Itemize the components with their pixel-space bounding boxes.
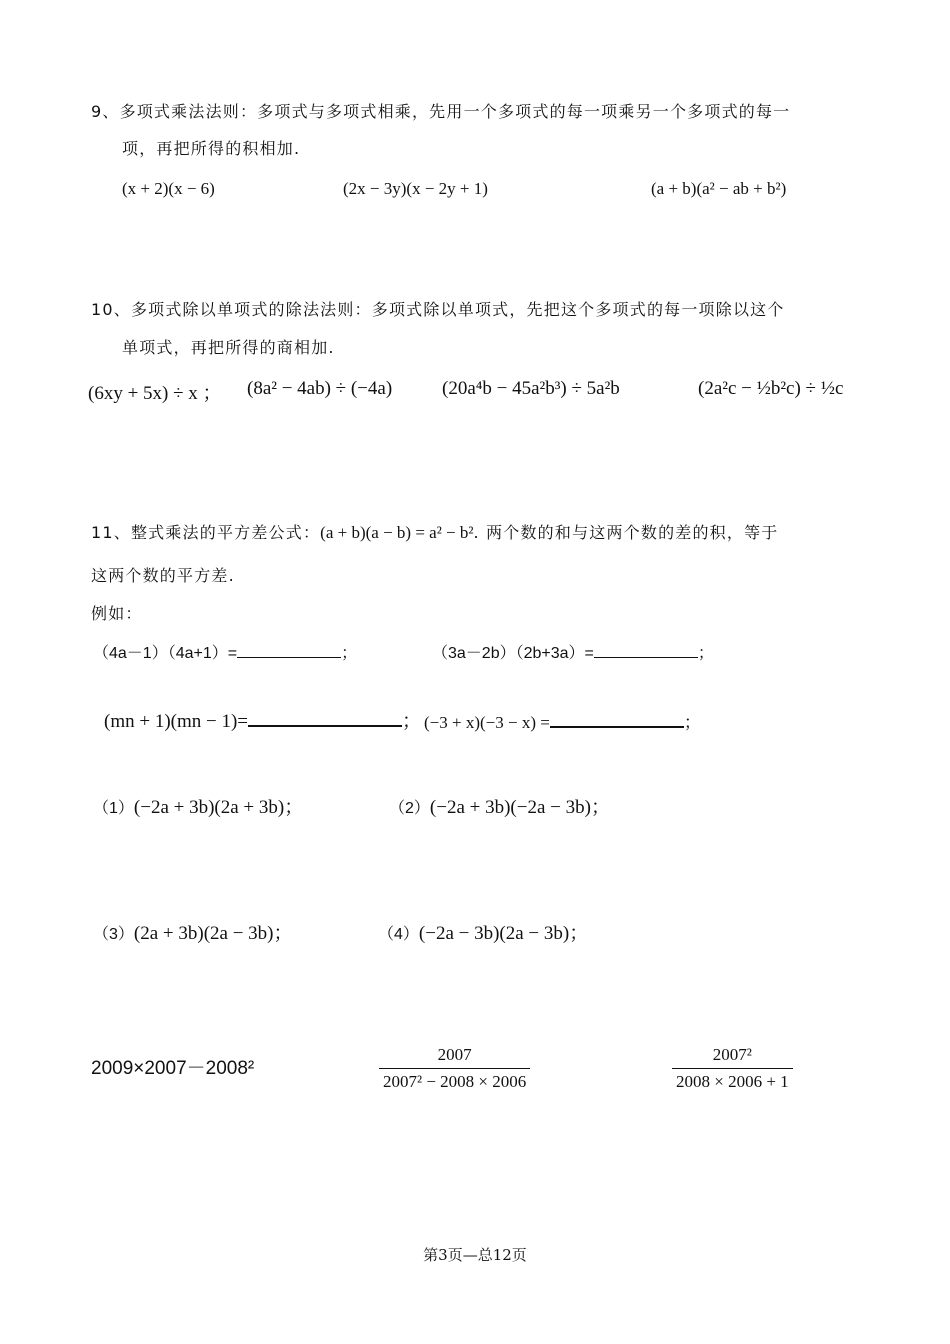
q10-exercise-3: (20a⁴b − 45a²b³) ÷ 5a²b xyxy=(442,378,620,399)
q11-calc-2-denominator: 2007² − 2008 × 2006 xyxy=(383,1072,527,1091)
q11-item-3 xyxy=(93,918,293,945)
q11-item-1 xyxy=(93,792,303,819)
q11-blank-row-1a xyxy=(93,640,357,663)
q11-blank-1-answer[interactable] xyxy=(237,643,341,658)
q11-blank-row-2b xyxy=(424,708,701,733)
semicolon: ； xyxy=(697,645,714,662)
q11-blank-3-expr: (mn + 1)(mn − 1)= xyxy=(104,711,249,732)
q9-exercise-2: (2x − 3y)(x − 2y + 1) xyxy=(343,179,488,198)
q11-calc-3-denominator: 2008 × 2006 + 1 xyxy=(676,1072,789,1091)
q11-rule-suffix: . 两个数的和与这两个数的差的积，等于 xyxy=(473,523,779,542)
semicolon: ； xyxy=(683,713,701,732)
q11-item-3-expr: (2a + 3b)(2a − 3b)； xyxy=(133,923,293,944)
q11-calc-2-fraction xyxy=(379,1045,530,1092)
q11-item-1-label: （1） xyxy=(93,800,134,817)
q11-blank-1-expr: （4a－1）（4a+1）= xyxy=(93,645,238,662)
q9-exercise-3: (a + b)(a² − ab + b²) xyxy=(651,179,787,198)
q11-calc-3-numerator: 2007² xyxy=(712,1045,752,1064)
q11-item-1-expr: (−2a + 3b)(2a + 3b)； xyxy=(133,797,304,818)
q11-blank-2-answer[interactable] xyxy=(594,643,698,658)
q11-calc-3 xyxy=(672,1045,793,1092)
q11-calc-2-numerator: 2007 xyxy=(437,1045,472,1064)
q10-rule-line2: 单项式，再把所得的商相加. xyxy=(122,338,335,357)
q11-item-2 xyxy=(389,792,610,819)
q11-item-4-expr: (−2a − 3b)(2a − 3b)； xyxy=(418,923,589,944)
q11-rule-prefix: 11、整式乘法的平方差公式： xyxy=(91,523,321,542)
q9-exercise-1: (x + 2)(x − 6) xyxy=(122,179,215,198)
q9-rule-line1: 9、多项式乘法法则：多项式与多项式相乘，先用一个多项式的每一项乘另一个多项式的每一 xyxy=(91,102,791,121)
q9-rule-line2: 项，再把所得的积相加. xyxy=(122,139,301,158)
q11-item-2-label: （2） xyxy=(389,800,430,817)
q11-rule-line2: 这两个数的平方差. xyxy=(91,566,235,585)
q10-exercise-2: (8a² − 4ab) ÷ (−4a) xyxy=(247,378,393,399)
q11-calc-3-fraction xyxy=(672,1045,793,1092)
q11-calc-1: 2009×2007－2008² xyxy=(91,1058,255,1079)
q11-blank-4-expr: (−3 + x)(−3 − x) = xyxy=(424,713,550,732)
q11-item-3-label: （3） xyxy=(93,926,134,943)
q11-calc-2 xyxy=(379,1045,530,1092)
q11-item-2-expr: (−2a + 3b)(−2a − 3b)； xyxy=(429,797,610,818)
page-footer: 第3页—总12页 xyxy=(423,1246,527,1264)
semicolon: ； xyxy=(402,711,422,732)
q11-formula: (a + b)(a − b) = a² − b² xyxy=(320,523,474,542)
q11-blank-row-2a xyxy=(104,706,421,733)
q11-blank-2-expr: （3a－2b）（2b+3a）= xyxy=(432,645,594,662)
q11-blank-3-answer[interactable] xyxy=(248,711,402,727)
q11-item-4 xyxy=(378,918,588,945)
q10-rule-line1: 10、多项式除以单项式的除法法则：多项式除以单项式，先把这个多项式的每一项除以这个 xyxy=(91,300,785,319)
q11-rule-line1 xyxy=(91,520,778,543)
q11-blank-row-1b xyxy=(432,640,714,663)
q10-exercise-4: (2a²c − ½b²c) ÷ ½c xyxy=(698,378,844,399)
q11-blank-4-answer[interactable] xyxy=(550,712,684,728)
q11-item-4-label: （4） xyxy=(378,926,419,943)
q10-exercise-1: (6xy + 5x) ÷ x ； xyxy=(88,383,222,404)
q11-example-label: 例如： xyxy=(91,604,143,623)
semicolon: ； xyxy=(341,645,358,662)
